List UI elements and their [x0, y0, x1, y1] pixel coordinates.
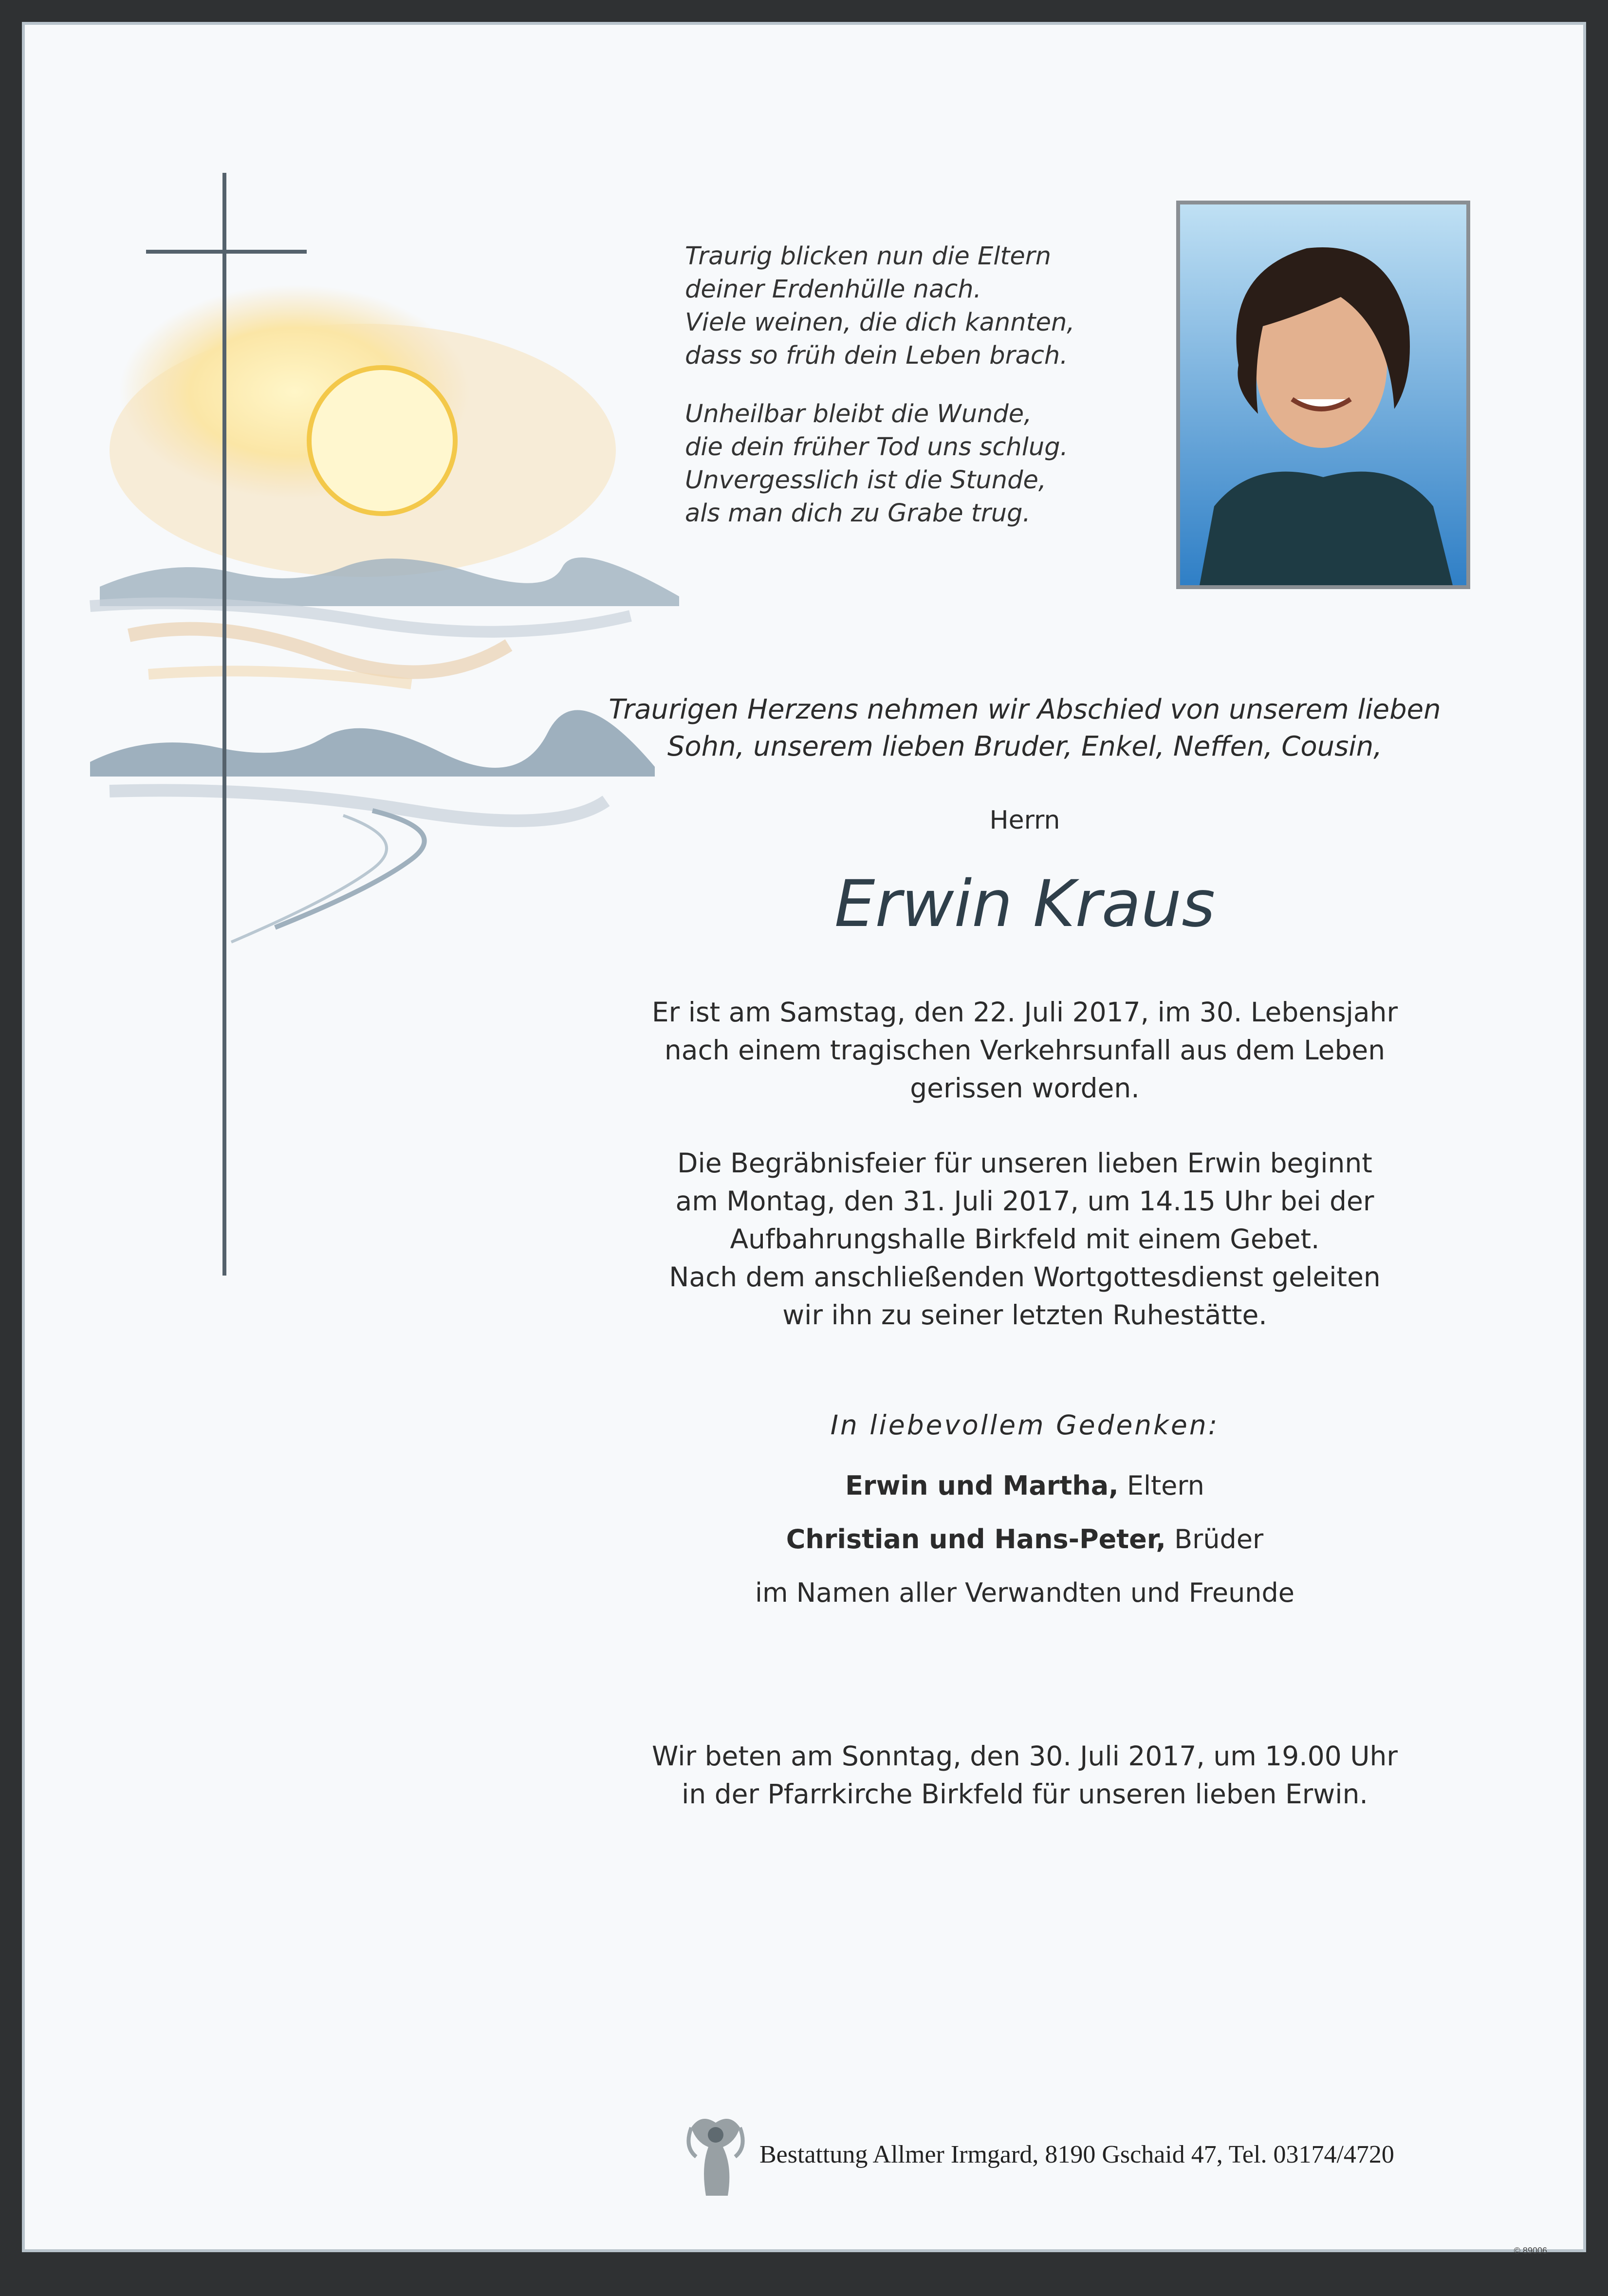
- print-code: © 89006: [1514, 2246, 1547, 2256]
- angel-icon: [682, 2108, 750, 2201]
- verse-line: Viele weinen, die dich kannten,: [685, 308, 1075, 337]
- deceased-name: Erwin Kraus: [834, 867, 1216, 942]
- memoriam-heading: In liebevollem Gedenken:: [830, 1409, 1220, 1441]
- portrait-photo: [1176, 201, 1470, 589]
- family-parents: [538, 1470, 1512, 1501]
- salutation: Herrn: [989, 806, 1060, 835]
- funeral-details: [538, 1144, 1512, 1334]
- funeral-line: wir ihn zu seiner letzten Ruhestätte.: [782, 1299, 1267, 1331]
- prayer-line: Wir beten am Sonntag, den 30. Juli 2017, um 19.00 Uhr: [652, 1741, 1398, 1772]
- family-names: Erwin und Martha,: [845, 1470, 1119, 1501]
- verse-line: dass so früh dein Leben brach.: [685, 341, 1068, 370]
- verse-stanza-2: [685, 398, 1123, 530]
- verse-stanza-1: [685, 240, 1123, 372]
- death-notice: [538, 993, 1512, 1107]
- intro-line: Sohn, unserem lieben Bruder, Enkel, Neffen, Cousin,: [667, 731, 1383, 762]
- verse-line: die dein früher Tod uns schlug.: [685, 433, 1068, 462]
- memorial-verse: [685, 240, 1123, 555]
- verse-line: als man dich zu Grabe trug.: [685, 499, 1031, 528]
- prayer-notice: [538, 1737, 1512, 1813]
- funeral-line: am Montag, den 31. Juli 2017, um 14.15 Uhr bei der: [675, 1185, 1374, 1217]
- verse-line: Unheilbar bleibt die Wunde,: [685, 400, 1032, 428]
- verse-line: Unvergesslich ist die Stunde,: [685, 466, 1047, 495]
- family-relation: Brüder: [1165, 1524, 1264, 1555]
- portrait-image: [1180, 204, 1466, 585]
- family-brothers: [538, 1524, 1512, 1555]
- intro-line: Traurigen Herzens nehmen wir Abschied von unserem lieben: [609, 694, 1441, 725]
- funeral-line: Nach dem anschließenden Wortgottesdienst geleiten: [669, 1261, 1381, 1293]
- verse-line: deiner Erdenhülle nach.: [685, 275, 981, 304]
- farewell-intro: [538, 691, 1512, 765]
- verse-line: Traurig blicken nun die Eltern: [685, 242, 1052, 271]
- death-notice-line: nach einem tragischen Verkehrsunfall aus dem Leben: [664, 1035, 1386, 1066]
- death-notice-line: Er ist am Samstag, den 22. Juli 2017, im 30. Lebensjahr: [651, 997, 1398, 1028]
- family-others: im Namen aller Verwandten und Freunde: [755, 1577, 1295, 1608]
- death-notice-line: gerissen worden.: [910, 1073, 1140, 1104]
- funeral-line: Die Begräbnisfeier für unseren lieben Erwin beginnt: [677, 1148, 1372, 1179]
- family-names: Christian und Hans-Peter,: [786, 1524, 1166, 1555]
- funeral-home-contact: Bestattung Allmer Irmgard, 8190 Gschaid 47, Tel. 03174/4720: [759, 2140, 1394, 2168]
- funeral-line: Aufbahrungshalle Birkfeld mit einem Gebet.: [730, 1223, 1320, 1255]
- obituary-page: [22, 22, 1586, 2256]
- funeral-home-footer: [682, 2108, 1394, 2201]
- family-relation: Eltern: [1118, 1470, 1204, 1501]
- prayer-line: in der Pfarrkirche Birkfeld für unseren lieben Erwin.: [682, 1778, 1368, 1810]
